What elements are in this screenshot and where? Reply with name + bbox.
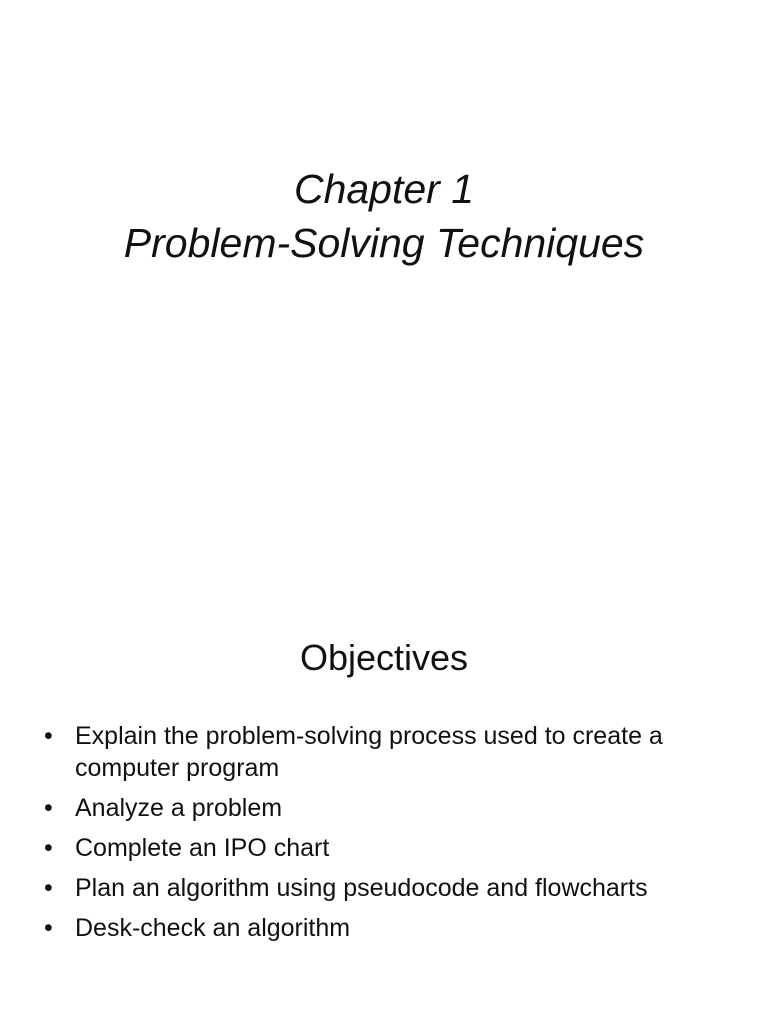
objective-item bbox=[44, 720, 744, 784]
objective-item bbox=[44, 912, 744, 944]
objective-text: Desk-check an algorithm bbox=[75, 914, 351, 942]
objective-text: Plan an algorithm using pseudocode and flowcharts bbox=[75, 874, 648, 902]
bullet-icon: • bbox=[44, 874, 53, 902]
objective-text: Analyze a problem bbox=[75, 794, 283, 822]
chapter-title bbox=[0, 162, 768, 270]
objectives-heading: Objectives bbox=[299, 637, 469, 678]
objective-item bbox=[44, 872, 744, 904]
chapter-number: Chapter 1 bbox=[293, 166, 475, 212]
objective-text: Complete an IPO chart bbox=[75, 834, 330, 862]
objective-item bbox=[44, 792, 744, 824]
bullet-icon: • bbox=[44, 794, 53, 822]
bullet-icon: • bbox=[44, 722, 53, 750]
objective-item bbox=[44, 832, 744, 864]
objective-text: Explain the problem-solving process used to create a computer program bbox=[75, 722, 663, 782]
chapter-name: Problem-Solving Techniques bbox=[123, 220, 645, 266]
objectives-list bbox=[44, 720, 744, 952]
objectives-slide bbox=[0, 512, 768, 1024]
bullet-icon: • bbox=[44, 834, 53, 862]
bullet-icon: • bbox=[44, 914, 53, 942]
